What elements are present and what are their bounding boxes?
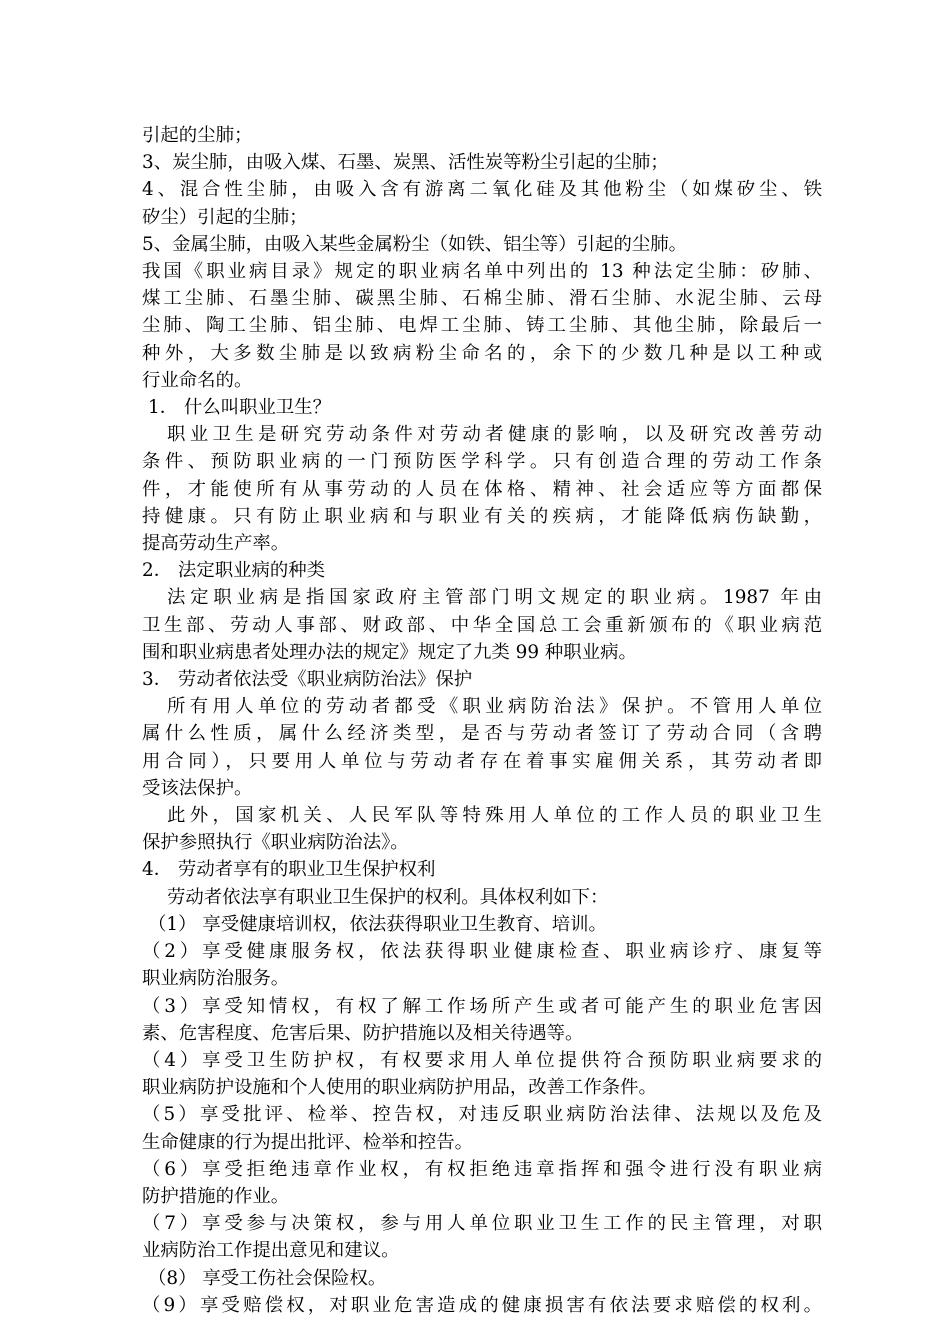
text-line: 围和职业病患者处理办法的规定》规定了九类 99 种职业病。 [142,641,637,663]
list-item: （9）享受赔偿权，对职业危害造成的健康损害有依法要求赔偿的权利。 [142,1294,822,1316]
list-item: （7）享受参与决策权，参与用人单位职业卫生工作的民主管理，对职 [142,1213,822,1235]
text-line: 受该法保护。 [142,777,253,799]
list-item: （4）享受卫生防护权，有权要求用人单位提供符合预防职业病要求的 [142,1049,822,1071]
text-line: 卫生部、劳动人事部、财政部、中华全国总工会重新颁布的《职业病范 [142,614,822,636]
text-line: 法定职业病是指国家政府主管部门明文规定的职业病。1987 年由 [167,587,822,609]
text-line: 此外，国家机关、人民军队等特殊用人单位的工作人员的职业卫生 [167,805,822,827]
text-line: 职业病防护设施和个人使用的职业病防护用品，改善工作条件。 [142,1077,657,1099]
text-line: 职业卫生是研究劳动条件对劳动者健康的影响，以及研究改善劳动 [167,424,822,446]
text-line: 煤工尘肺、石墨尘肺、碳黑尘肺、石棉尘肺、滑石尘肺、水泥尘肺、云母 [142,288,822,310]
text-line: 件，才能使所有从事劳动的人员在体格、精神、社会适应等方面都保 [142,478,822,500]
list-item: （8） 享受工伤社会保险权。 [148,1267,387,1289]
text-line: 保护参照执行《职业病防治法》。 [142,832,409,854]
text-line: 行业命名的。 [142,369,253,391]
section-heading: 1． 什么叫职业卫生？ [148,397,332,419]
text-line: 5、金属尘肺，由吸入某些金属粉尘（如铁、铝尘等）引起的尘肺。 [142,233,688,255]
section-heading: 3． 劳动者依法受《职业病防治法》保护 [142,669,473,691]
text-line: 条件、预防职业病的一门预防医学科学。只有创造合理的劳动工作条 [142,451,822,473]
text-line: 尘肺、陶工尘肺、铝尘肺、电焊工尘肺、铸工尘肺、其他尘肺，除最后一 [142,315,822,337]
list-item: （3）享受知情权，有权了解工作场所产生或者可能产生的职业危害因 [142,995,822,1017]
section-heading: 4． 劳动者享有的职业卫生保护权利 [142,859,436,881]
text-line: 生命健康的行为提出批评、检举和控告。 [142,1131,474,1153]
text-line: 所有用人单位的劳动者都受《职业病防治法》保护。不管用人单位 [167,696,822,718]
text-line: 职业病防治服务。 [142,968,290,990]
document-page [142,122,822,1319]
text-line: 持健康。只有防止职业病和与职业有关的疾病，才能降低病伤缺勤， [142,505,822,527]
text-line: 4、混合性尘肺，由吸入含有游离二氧化硅及其他粉尘（如煤矽尘、铁 [142,179,822,201]
text-line: 种外，大多数尘肺是以致病粉尘命名的，余下的少数几种是以工种或 [142,342,822,364]
text-line: 防护措施的作业。 [142,1185,290,1207]
list-item: （5）享受批评、检举、控告权，对违反职业病防治法律、法规以及危及 [142,1104,822,1126]
text-line: 提高劳动生产率。 [142,533,290,555]
text-line: 我国《职业病目录》规定的职业病名单中列出的 13 种法定尘肺：矽肺、 [142,261,822,283]
text-line: 矽尘）引起的尘肺； [142,206,308,228]
list-item: （6）享受拒绝违章作业权，有权拒绝违章指挥和强令进行没有职业病 [142,1158,822,1180]
section-heading: 2． 法定职业病的种类 [142,560,326,582]
text-line: 属什么性质，属什么经济类型，是否与劳动者签订了劳动合同（含聘 [142,723,822,745]
list-item: （1） 享受健康培训权，依法获得职业卫生教育、培训。 [148,913,607,935]
text-line: 业病防治工作提出意见和建议。 [142,1240,400,1262]
text-line: 3、炭尘肺，由吸入煤、石墨、炭黑、活性炭等粉尘引起的尘肺； [142,152,669,174]
text-line: 劳动者依法享有职业卫生保护的权利。具体权利如下： [167,886,609,908]
text-line: 引起的尘肺； [142,125,253,146]
text-line: 用合同），只要用人单位与劳动者存在着事实雇佣关系，其劳动者即 [142,750,822,772]
list-item: （2）享受健康服务权，依法获得职业健康检查、职业病诊疗、康复等 [142,941,822,963]
text-line: 素、危害程度、危害后果、防护措施以及相关待遇等。 [142,1022,584,1044]
